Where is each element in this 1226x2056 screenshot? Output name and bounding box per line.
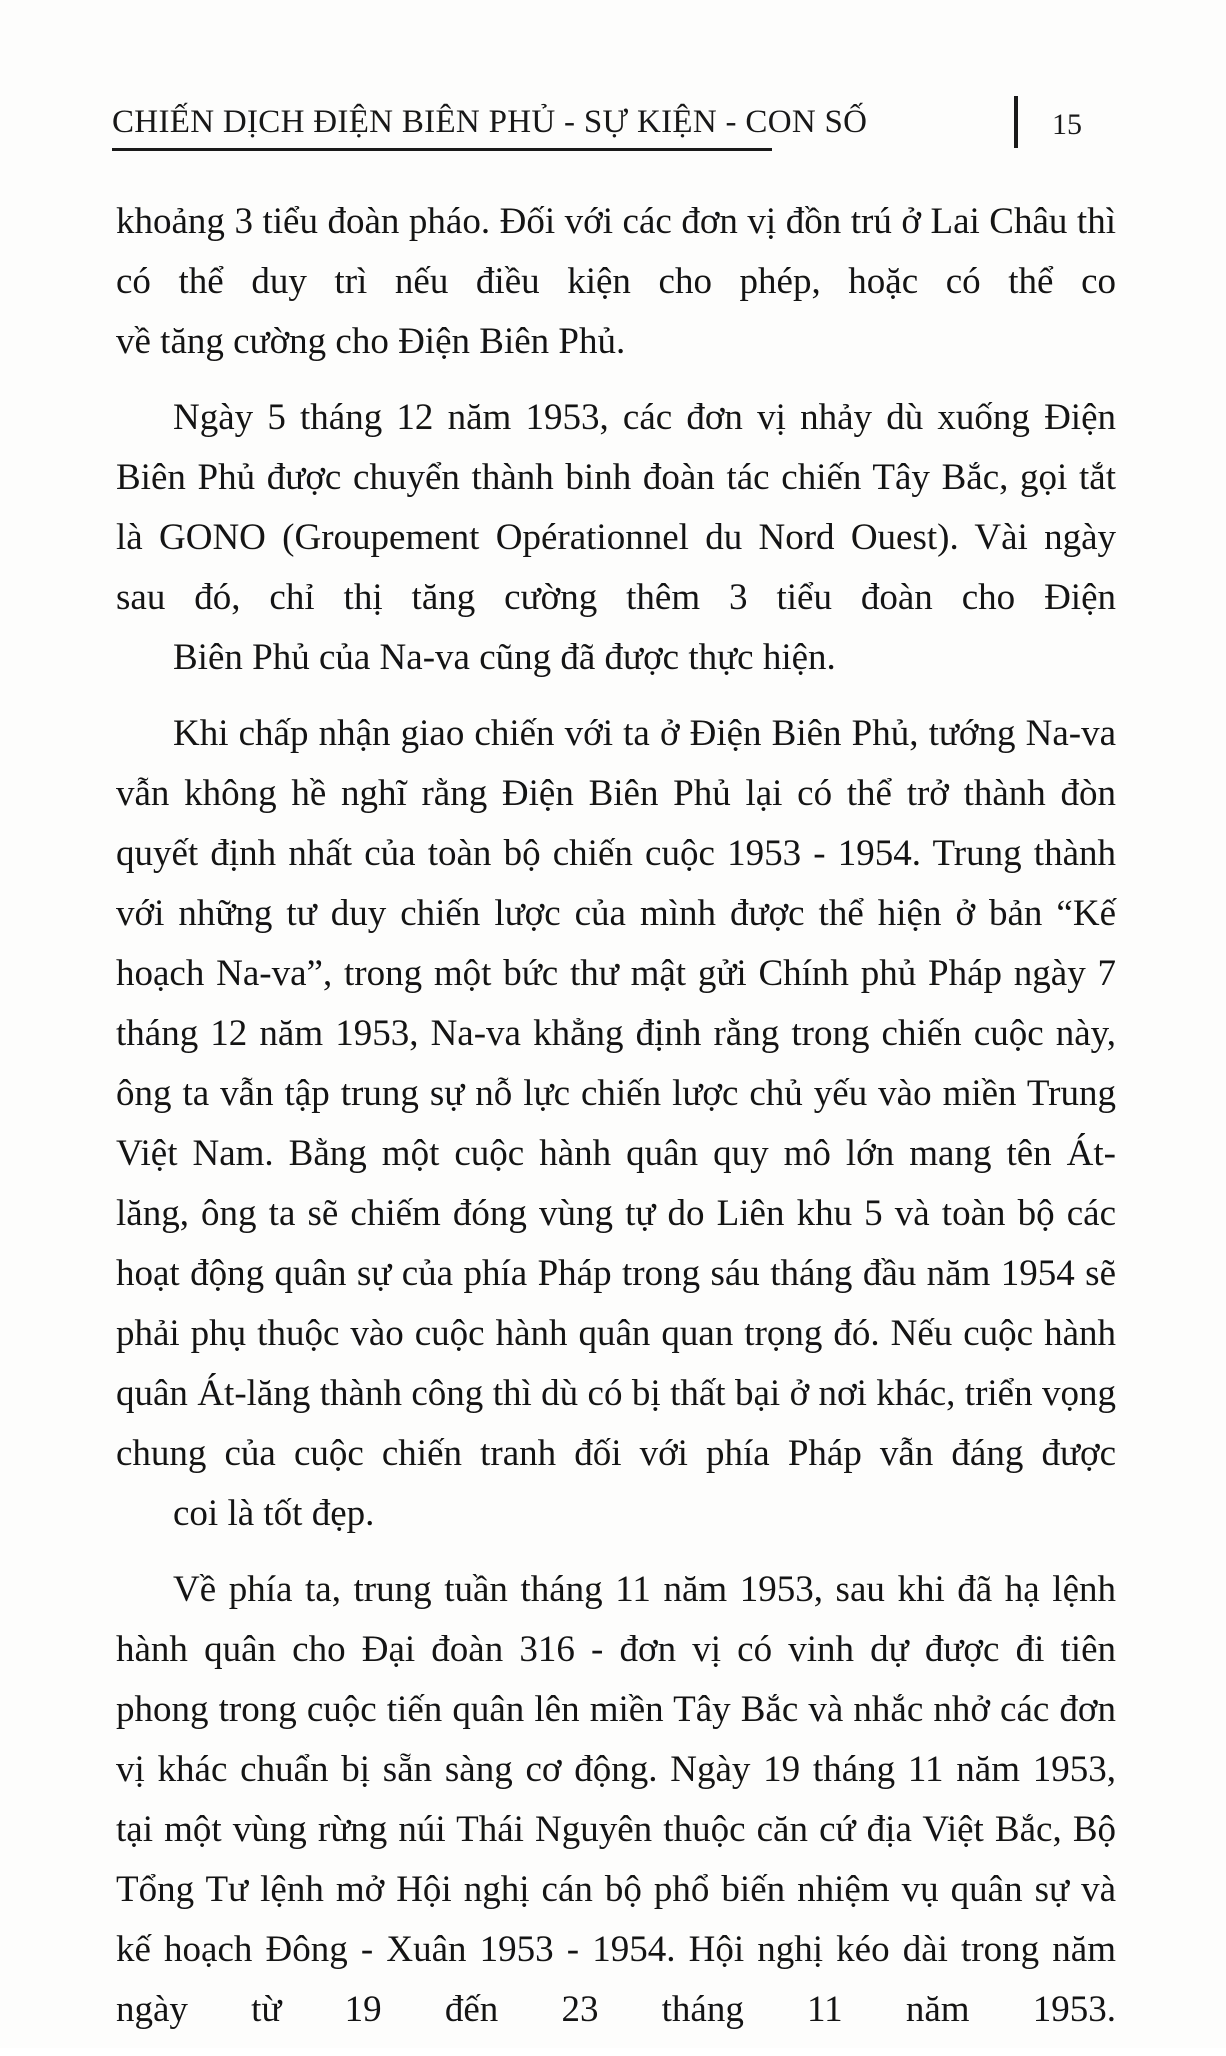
paragraph-2-text: Ngày 5 tháng 12 năm 1953, các đơn vị nhảy dù xuống Điện Biên Phủ được chuyển thành binh đoàn tác chiến Tây Bắc, gọi tắt là GONO (Groupement Opérationnel du Nord Ouest). Vài ngày sau đó, chỉ thị tăng cường thêm 3 tiểu đoàn cho Điện xyxy=(116,397,1116,618)
header-underline xyxy=(112,148,772,151)
page-number: 15 xyxy=(1052,108,1082,141)
paragraph-3-text: Khi chấp nhận giao chiến với ta ở Điện Biên Phủ, tướng Na-va vẫn không hề nghĩ rằng Điện Biên Phủ lại có thể trở thành đòn quyết định nhất của toàn bộ chiến cuộc 1953 - 1954. Trung thành với những tư duy chiến lược của mình được thể hiện ở bản “Kế hoạch Na-va”, trong một bức thư mật gửi Chính phủ Pháp ngày 7 tháng 12 năm 1953, Na-va khẳng định rằng trong chiến cuộc này, ông ta vẫn tập trung sự nỗ lực chiến lược chủ yếu vào miền Trung Việt Nam. Bằng một cuộc hành quân quy mô lớn mang tên Át-lăng, ông ta sẽ chiếm đóng vùng tự do Liên khu 5 và toàn bộ các hoạt động quân sự của phía Pháp trong sáu tháng đầu năm 1954 sẽ phải phụ thuộc vào cuộc hành quân quan trọng đó. Nếu cuộc hành quân Át-lăng thành công thì dù có bị thất bại ở nơi khác, triển vọng chung của cuộc chiến tranh đối với phía Pháp vẫn đáng được xyxy=(116,713,1116,1474)
paragraph-4 xyxy=(116,1560,1116,2040)
paragraph-1-text: khoảng 3 tiểu đoàn pháo. Đối với các đơn vị đồn trú ở Lai Châu thì có thể duy trì nếu điều kiện cho phép, hoặc có thể co xyxy=(116,201,1116,302)
header-divider xyxy=(1014,96,1018,148)
paragraph-3-last-line: coi là tốt đẹp. xyxy=(173,1493,375,1534)
paragraph-1-last-line: về tăng cường cho Điện Biên Phủ. xyxy=(116,321,626,362)
paragraph-1 xyxy=(116,192,1116,372)
paragraph-3 xyxy=(116,704,1116,1544)
running-title: CHIẾN DỊCH ĐIỆN BIÊN PHỦ - SỰ KIỆN - CON SỐ xyxy=(112,104,868,140)
body-text xyxy=(116,192,1116,2056)
paragraph-4-text: Về phía ta, trung tuần tháng 11 năm 1953, sau khi đã hạ lệnh hành quân cho Đại đoàn 316 - đơn vị có vinh dự được đi tiên phong trong cuộc tiến quân lên miền Tây Bắc và nhắc nhở các đơn vị khác chuẩn bị sẵn sàng cơ động. Ngày 19 tháng 11 năm 1953, tại một vùng rừng núi Thái Nguyên thuộc căn cứ địa Việt Bắc, Bộ Tổng Tư lệnh mở Hội nghị cán bộ phổ biến nhiệm vụ quân sự và kế hoạch Đông - Xuân 1953 - 1954. Hội nghị kéo dài trong năm ngày từ 19 đến 23 tháng 11 năm 1953. xyxy=(116,1569,1116,2030)
paragraph-2 xyxy=(116,388,1116,688)
paragraph-2-last-line: Biên Phủ của Na-va cũng đã được thực hiện. xyxy=(173,637,836,678)
page-header xyxy=(112,96,1112,166)
